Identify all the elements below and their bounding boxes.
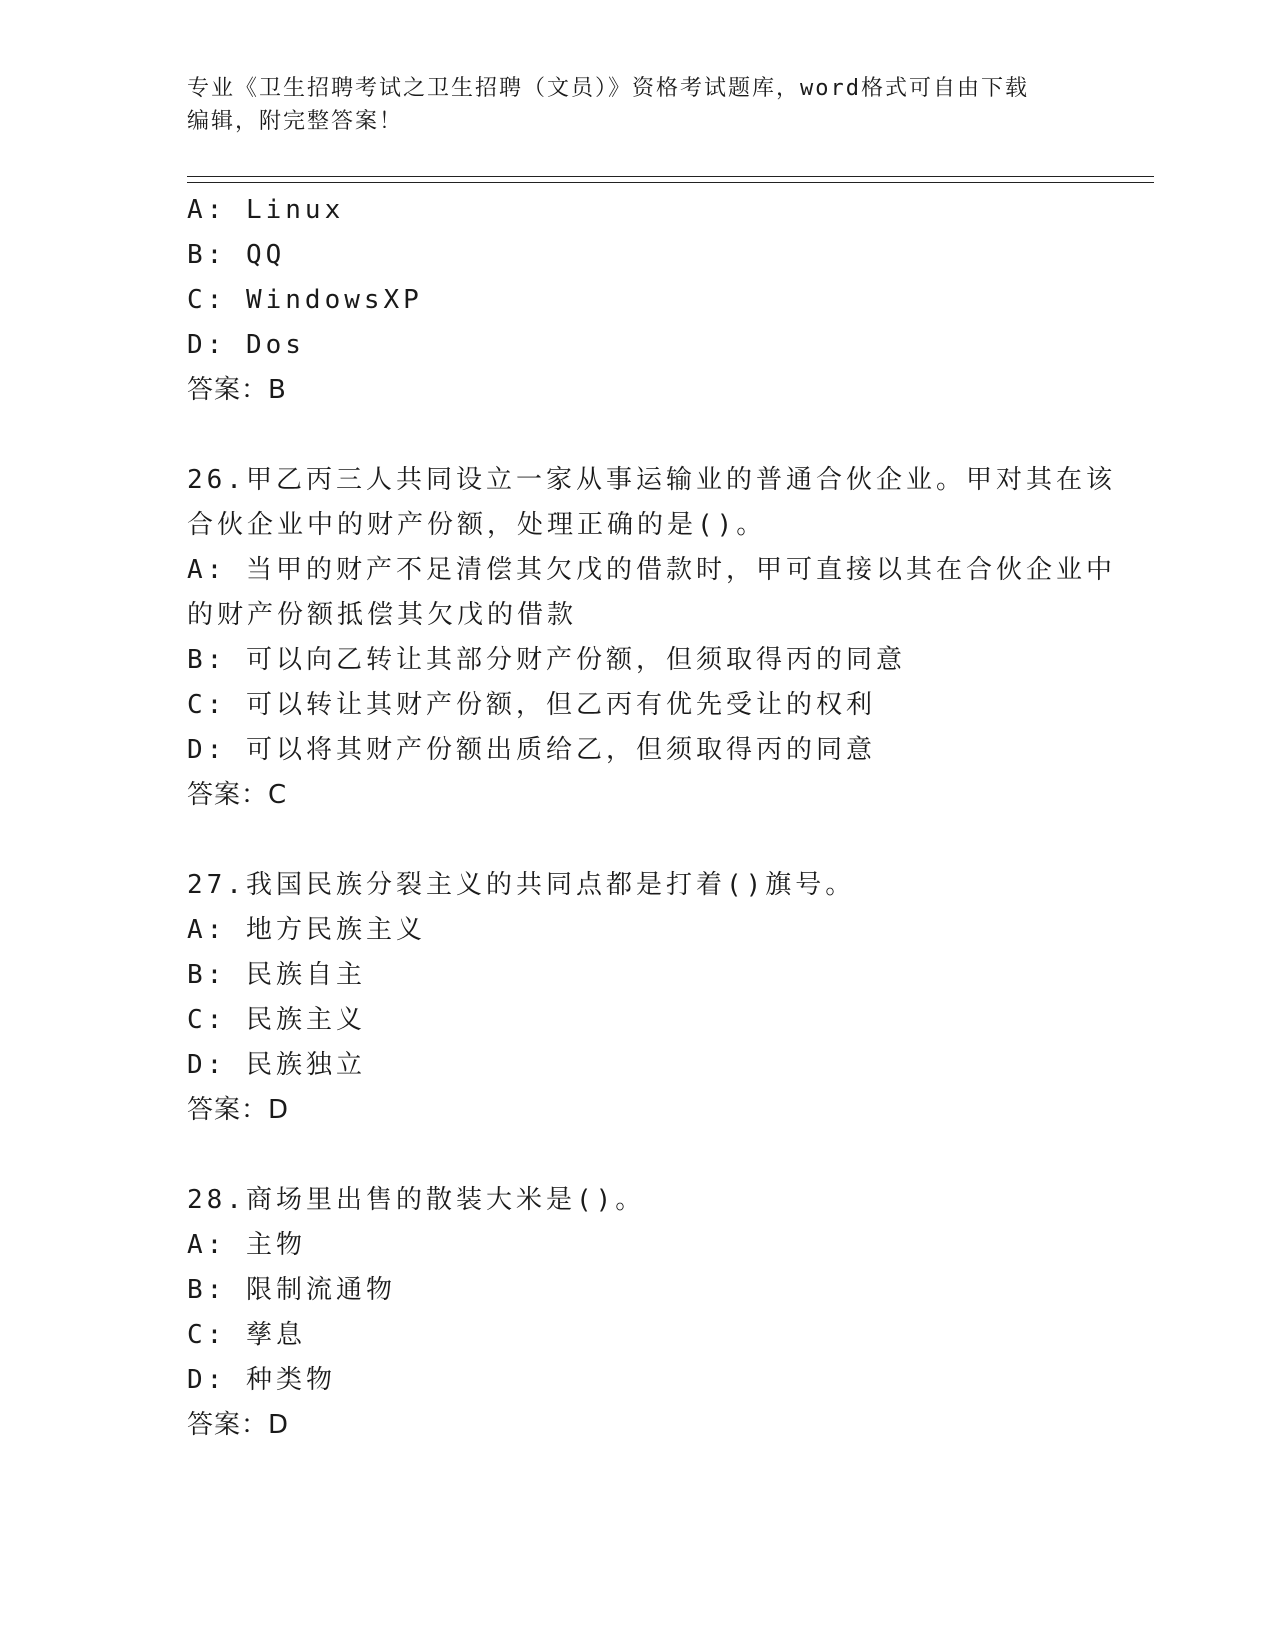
- q27-option-b: B: 民族自主: [187, 960, 366, 990]
- q26-option-c: C: 可以转让其财产份额，但乙丙有优先受让的权利: [187, 690, 876, 720]
- q26-stem-line-1: 26.甲乙丙三人共同设立一家从事运输业的普通合伙企业。甲对其在该: [187, 465, 1116, 495]
- q27-option-a: A: 地方民族主义: [187, 915, 426, 945]
- q28-stem: 28.商场里出售的散装大米是()。: [187, 1185, 646, 1215]
- q26-answer: 答案：C: [187, 780, 288, 810]
- q27-option-c: C: 民族主义: [187, 1005, 366, 1035]
- q28-option-a: A: 主物: [187, 1230, 306, 1260]
- q28-option-c: C: 孳息: [187, 1320, 306, 1350]
- header-divider-top: [187, 176, 1154, 177]
- q28-option-b: B: 限制流通物: [187, 1275, 396, 1305]
- q27-answer: 答案：D: [187, 1095, 290, 1125]
- q25-option-b: B: QQ: [187, 240, 286, 270]
- q25-option-c: C: WindowsXP: [187, 285, 423, 315]
- q26-option-d: D: 可以将其财产份额出质给乙，但须取得丙的同意: [187, 735, 876, 765]
- q26-option-b: B: 可以向乙转让其部分财产份额，但须取得丙的同意: [187, 645, 906, 675]
- q28-option-d: D: 种类物: [187, 1365, 336, 1395]
- header-line-2: 编辑，附完整答案！: [187, 109, 404, 134]
- header-divider-bottom: [187, 182, 1154, 183]
- q28-answer: 答案：D: [187, 1410, 290, 1440]
- q27-stem: 27.我国民族分裂主义的共同点都是打着()旗号。: [187, 870, 856, 900]
- q25-option-a: A: Linux: [187, 195, 345, 225]
- q27-option-d: D: 民族独立: [187, 1050, 366, 1080]
- q25-option-d: D: Dos: [187, 330, 305, 360]
- q26-stem-line-2: 合伙企业中的财产份额，处理正确的是()。: [187, 510, 767, 540]
- document-header: [187, 72, 1087, 138]
- header-line-1: 专业《卫生招聘考试之卫生招聘（文员）》资格考试题库，word格式可自由下载: [187, 76, 1029, 101]
- q26-option-a-line-1: A: 当甲的财产不足清偿其欠戊的借款时，甲可直接以其在合伙企业中: [187, 555, 1116, 585]
- q26-option-a-line-2: 的财产份额抵偿其欠戊的借款: [187, 600, 578, 630]
- q25-answer: 答案：B: [187, 375, 287, 405]
